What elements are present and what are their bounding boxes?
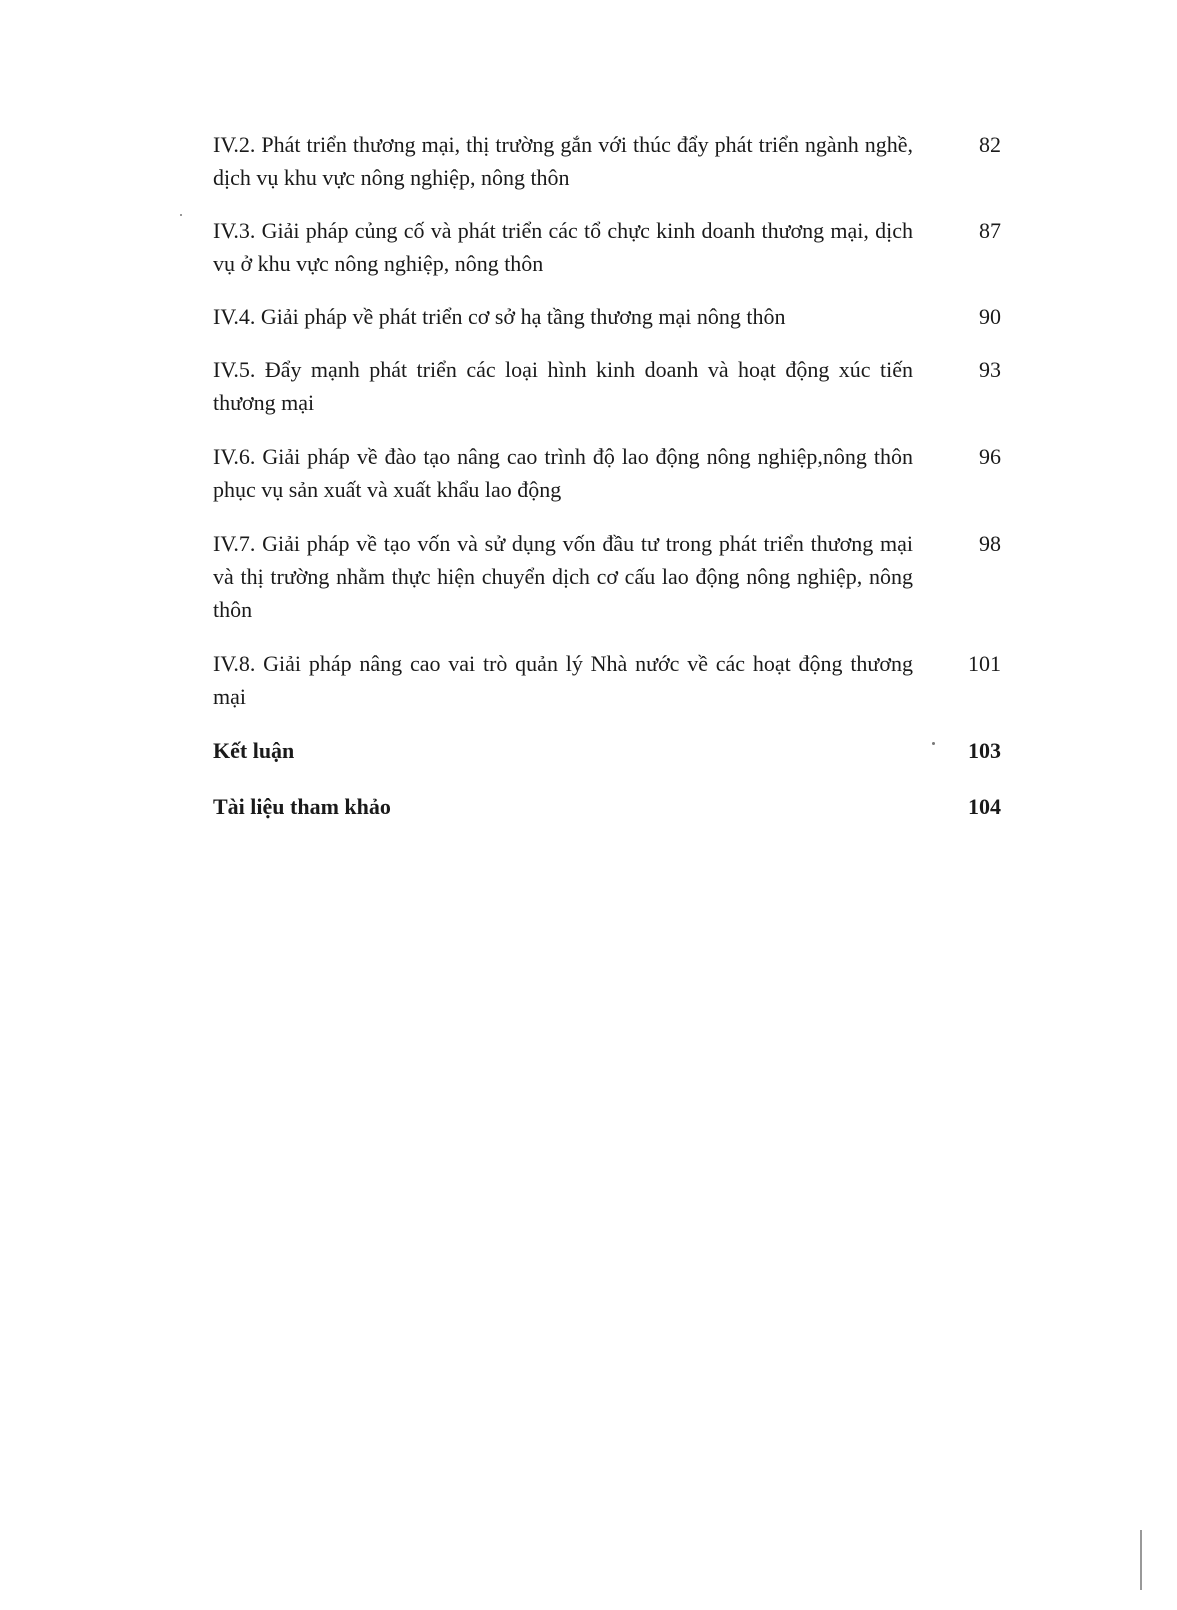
toc-entry-title: IV.5. Đẩy mạnh phát triển các loại hình kinh doanh và hoạt động xúc tiến thương mại [213, 357, 913, 415]
toc-entry-title: IV.8. Giải pháp nâng cao vai trò quản lý Nhà nước về các hoạt động thương mại [213, 651, 913, 709]
toc-entry-title: IV.2. Phát triển thương mại, thị trường gắn với thúc đẩy phát triển ngành nghề, dịch vụ khu vực nông nghiệp, nông thôn [213, 132, 913, 190]
toc-entry-iv-8 [213, 647, 1013, 713]
toc-entry-page: 87 [979, 218, 1001, 243]
toc-entry-references [213, 790, 1013, 823]
toc-entry-title: IV.3. Giải pháp củng cố và phát triển các tổ chực kinh doanh thương mại, dịch vụ ở khu vực nông nghiệp, nông thôn [213, 218, 913, 276]
toc-entry-title: IV.7. Giải pháp về tạo vốn và sử dụng vốn đầu tư trong phát triển thương mại và thị trường nhằm thực hiện chuyển dịch cơ cấu lao động nông nghiệp, nông thôn [213, 531, 913, 622]
scan-edge-mark [1140, 1530, 1142, 1590]
table-of-contents [213, 128, 1013, 823]
toc-entry-page: 93 [979, 357, 1001, 382]
toc-entry-iv-6 [213, 440, 1013, 506]
toc-entry-page: 90 [979, 304, 1001, 329]
scan-speck [932, 742, 935, 745]
toc-entry-title: Tài liệu tham khảo [213, 794, 391, 819]
toc-entry-page: 98 [979, 531, 1001, 556]
toc-entry-page: 101 [968, 651, 1001, 676]
scan-speck [180, 214, 182, 216]
toc-entry-title: IV.4. Giải pháp về phát triển cơ sở hạ tầng thương mại nông thôn [213, 304, 786, 329]
toc-entry-page: 96 [979, 444, 1001, 469]
toc-entry-iv-2 [213, 128, 1013, 194]
toc-entry-title: IV.6. Giải pháp về đào tạo nâng cao trình độ lao động nông nghiệp,nông thôn phục vụ sản xuất và xuất khẩu lao động [213, 444, 913, 502]
toc-entry-page: 103 [968, 738, 1001, 763]
toc-entry-title: Kết luận [213, 738, 295, 763]
toc-entry-page: 82 [979, 132, 1001, 157]
toc-entry-conclusion [213, 734, 1013, 767]
toc-entry-iv-4 [213, 300, 1013, 333]
toc-entry-page: 104 [968, 794, 1001, 819]
toc-entry-iv-5 [213, 353, 1013, 419]
toc-entry-iv-3 [213, 214, 1013, 280]
toc-entry-iv-7 [213, 527, 1013, 626]
